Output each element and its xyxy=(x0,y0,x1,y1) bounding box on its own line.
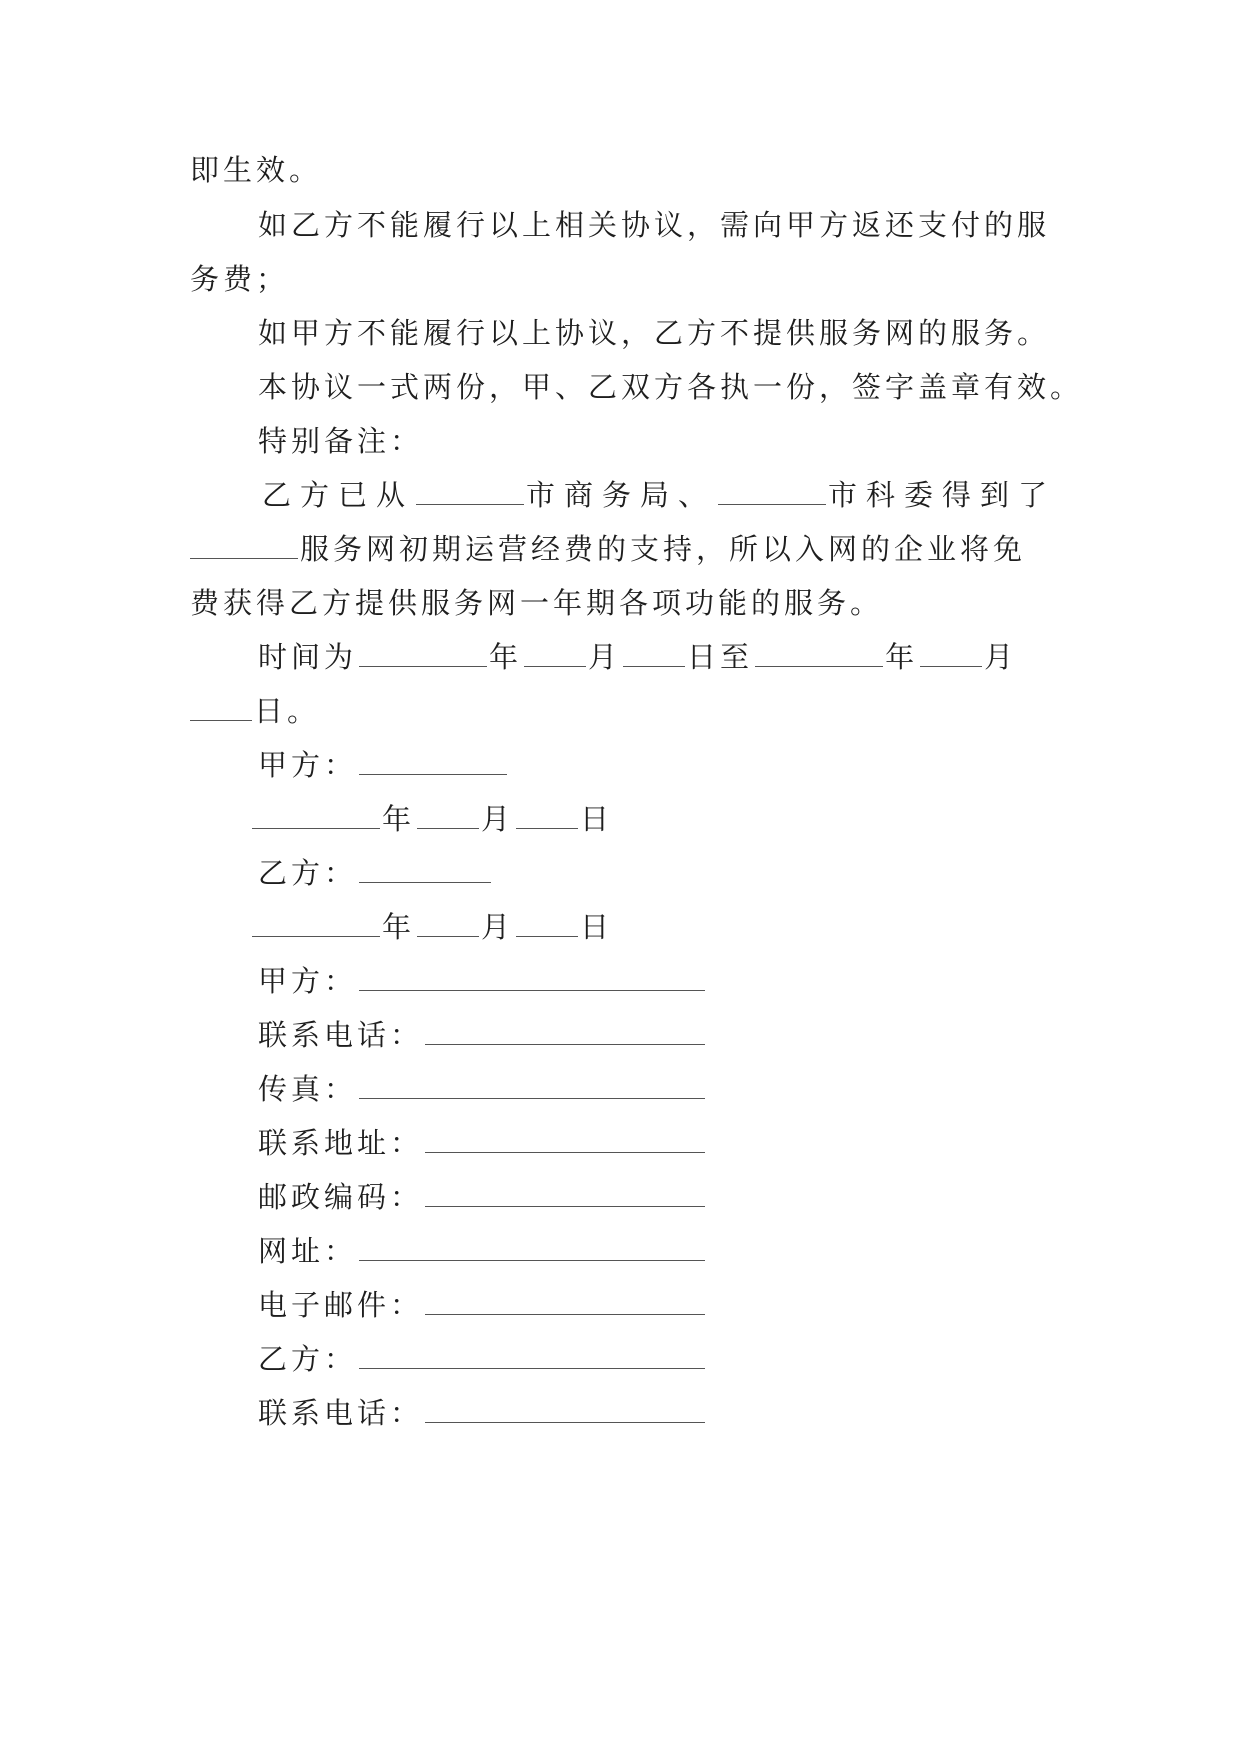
field-label: 电子邮件： xyxy=(258,1288,424,1322)
field-label: 网址： xyxy=(258,1234,358,1268)
text: 月 xyxy=(984,640,1018,674)
field-blank[interactable] xyxy=(359,966,705,991)
text: 月 xyxy=(481,802,515,836)
year-blank[interactable] xyxy=(252,804,380,829)
field-blank[interactable] xyxy=(425,1398,705,1423)
date-range-line xyxy=(190,691,320,731)
field-label: 联系电话： xyxy=(258,1396,424,1430)
field-blank[interactable] xyxy=(359,1074,705,1099)
field-blank[interactable] xyxy=(359,1236,705,1261)
contact-field xyxy=(258,1339,707,1379)
special-note-heading: 特别备注： xyxy=(258,424,424,458)
text: 日。 xyxy=(254,694,321,728)
end-day-blank[interactable] xyxy=(190,696,252,721)
field-blank[interactable] xyxy=(425,1290,705,1315)
field-blank[interactable] xyxy=(425,1128,705,1153)
paragraph-line xyxy=(190,259,289,299)
paragraph-line xyxy=(258,313,1050,353)
text: 年 xyxy=(885,640,919,674)
paragraph-line xyxy=(262,475,1056,515)
contact-field xyxy=(258,1069,707,1109)
text: 务费； xyxy=(190,262,290,296)
text: 月 xyxy=(588,640,622,674)
day-blank[interactable] xyxy=(516,912,578,937)
paragraph-line xyxy=(190,583,883,623)
text: 市商务局、 xyxy=(526,478,717,512)
field-label: 邮政编码： xyxy=(258,1180,424,1214)
text: 年 xyxy=(382,910,416,944)
paragraph-line xyxy=(190,150,322,190)
date-range-line xyxy=(258,637,1017,677)
start-day-blank[interactable] xyxy=(623,642,685,667)
text: 如甲方不能履行以上协议，乙方不提供服务网的服务。 xyxy=(258,316,1051,350)
party-b-label: 乙方： xyxy=(258,856,358,890)
start-year-blank[interactable] xyxy=(359,642,487,667)
paragraph-line xyxy=(258,205,1050,245)
month-blank[interactable] xyxy=(417,804,479,829)
contact-field xyxy=(258,1393,707,1433)
text: 年 xyxy=(489,640,523,674)
text: 日 xyxy=(580,910,614,944)
party-a-signature-line xyxy=(258,745,509,785)
year-blank[interactable] xyxy=(252,912,380,937)
party-a-date-line xyxy=(252,799,613,839)
text: 如乙方不能履行以上相关协议，需向甲方返还支付的服 xyxy=(258,208,1051,242)
field-label: 联系电话： xyxy=(258,1018,424,1052)
field-blank[interactable] xyxy=(425,1020,705,1045)
fill-in-blank[interactable] xyxy=(416,480,524,505)
field-label: 甲方： xyxy=(258,964,358,998)
day-blank[interactable] xyxy=(516,804,578,829)
contact-field xyxy=(258,961,707,1001)
field-blank[interactable] xyxy=(425,1182,705,1207)
party-b-date-line xyxy=(252,907,613,947)
end-month-blank[interactable] xyxy=(920,642,982,667)
text: 服务网初期运营经费的支持，所以入网的企业将免 xyxy=(300,532,1027,566)
fill-in-blank[interactable] xyxy=(190,534,298,559)
text: 年 xyxy=(382,802,416,836)
text: 即生效。 xyxy=(190,153,323,187)
field-label: 乙方： xyxy=(258,1342,358,1376)
party-a-signature-blank[interactable] xyxy=(359,750,507,775)
party-b-signature-line xyxy=(258,853,493,893)
text: 市科委得到了 xyxy=(828,478,1057,512)
paragraph-line xyxy=(258,421,423,461)
text: 本协议一式两份，甲、乙双方各执一份，签字盖章有效。 xyxy=(258,370,1084,404)
text: 日 xyxy=(580,802,614,836)
field-label: 联系地址： xyxy=(258,1126,424,1160)
field-blank[interactable] xyxy=(359,1344,705,1369)
field-label: 传真： xyxy=(258,1072,358,1106)
end-year-blank[interactable] xyxy=(755,642,883,667)
fill-in-blank[interactable] xyxy=(718,480,826,505)
party-a-label: 甲方： xyxy=(258,748,358,782)
contact-field xyxy=(258,1177,707,1217)
month-blank[interactable] xyxy=(417,912,479,937)
contact-field xyxy=(258,1231,707,1271)
start-month-blank[interactable] xyxy=(524,642,586,667)
contact-field xyxy=(258,1285,707,1325)
text: 时间为 xyxy=(258,640,358,674)
text: 费获得乙方提供服务网一年期各项功能的服务。 xyxy=(190,586,884,620)
contact-field xyxy=(258,1123,707,1163)
paragraph-line xyxy=(190,529,1026,569)
text: 日至 xyxy=(687,640,754,674)
text: 乙方已从 xyxy=(262,478,415,512)
paragraph-line xyxy=(258,367,1083,407)
party-b-signature-blank[interactable] xyxy=(359,858,491,883)
text: 月 xyxy=(481,910,515,944)
contact-field xyxy=(258,1015,707,1055)
